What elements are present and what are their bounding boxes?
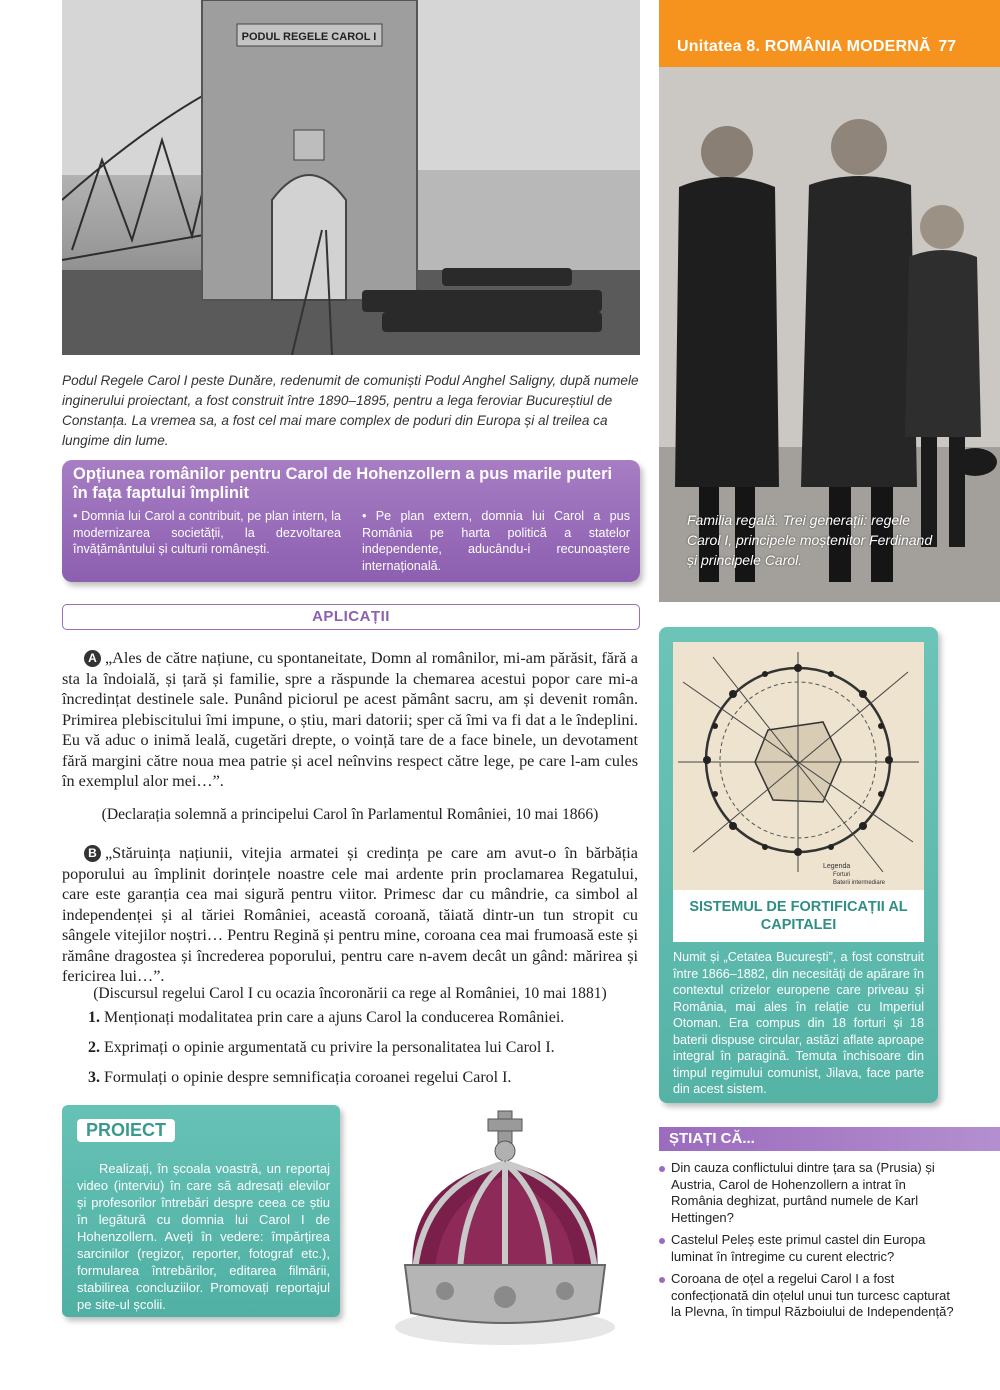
list-item: Castelul Peleș este primul castel din Europa luminat în întregime cu curent electric? [659, 1232, 959, 1265]
bridge-caption: Podul Regele Carol I peste Dunăre, redenumit de comuniști Podul Anghel Saligny, după numele inginerului proiectant, a fost construit între 1890–1895, pentru a lega feroviar Bucureștiul de Constanța. La vremea sa, a fost cel mai mare complex de poduri din Europa și al treilea ca lungime din lume. [62, 373, 639, 448]
aplicatii-title: APLICAȚII [312, 608, 390, 625]
map-legend-batteries: Baterii intermediare [833, 880, 886, 886]
fortification-card [659, 627, 938, 1103]
proiect-box [62, 1105, 340, 1317]
page-header [659, 0, 1000, 67]
option-box-external: • Pe plan extern, domnia lui Carol a pus România pe harta politică a statelor independente, aducându-i recunoaștere internațională. [362, 509, 630, 573]
list-item: Din cauza conflictului dintre țara sa (Prusia) și Austria, Carol de Hohenzollern a intrat în România deghizat, purtând numele de Karl Hettingen? [659, 1160, 959, 1226]
proiect-label: PROIECT [77, 1119, 175, 1142]
list-item: Coroana de oțel a regelui Carol I a fost confecționată din oțelul unui tun turcesc capturat la Plevna, în timpul Războiului de Independență? [659, 1271, 959, 1321]
aplicatii-header [62, 604, 640, 630]
question-2 [88, 1038, 555, 1058]
map-legend-forts: Forturi [833, 872, 851, 878]
question-1 [88, 1008, 564, 1028]
source-b-text: „Stăruința națiunii, vitejia armatei și credința pe care am avut-o în bărbăția poporului au împlinit dorințele noastre cele mai ardente prin proclamarea Regatului, care este garanția cea mai sigură pentru viitor. Primesc dar cu mândrie, ca simbol al independenței și al tăriei României, această coroană, tăiată dintr-un tun stropit cu sângele vitejilor noștri… Pentru Regină și pentru mine, coroana cea mai frumoasă este și rămâne dragostea și încrederea poporului, pentru care n-avem decât un gând: mărirea și fericirea lui…”. [62, 844, 638, 985]
royal-family-caption: Familia regală. Trei generații: regele Carol I, principele moștenitor Ferdinand și principele Carol. [687, 512, 933, 568]
source-b-marker: B [84, 845, 101, 862]
stiati-ca-header [659, 1127, 1000, 1151]
unit-title: Unitatea 8. ROMÂNIA MODERNĂ [677, 38, 931, 55]
question-text: Exprimați o opinie argumentată cu privire la personalitatea lui Carol I. [104, 1039, 555, 1056]
fortification-title: SISTEMUL DE FORTIFICAȚII AL CAPITALEI [689, 899, 908, 933]
question-number: 2. [88, 1039, 100, 1056]
source-b-citation: (Discursul regelui Carol I cu ocazia încoronării ca rege al României, 10 mai 1881) [93, 985, 607, 1002]
steel-crown-image [385, 1105, 625, 1350]
question-number: 1. [88, 1009, 100, 1026]
source-a-citation: (Declarația solemnă a principelui Carol în Parlamentul României, 10 mai 1866) [101, 806, 599, 823]
source-a-text: „Ales de către națiune, cu spontaneitate, Domn al românilor, mi-am părăsit, fără a sta la îndoială, și țară și familie, spre a răspunde la chemarea acestui popor care mi-a încredințat destinele sale. Punând piciorul pe acest pământ sacru, am și devenit român. Primirea plebiscitului îmi impune, o știu, mari datorii; sper că îmi va fi dat a le îndeplini. Eu vă aduc o inimă leală, cugetări drepte, o voință tare de a face binele, un devotament fără margini către noua mea patrie și acel neînvins respect către lege, pe care l-am cules în exemplul alor mei…”. [62, 649, 638, 790]
source-a-marker: A [84, 650, 101, 667]
question-text: Formulați o opinie despre semnificația coroanei regelui Carol I. [104, 1069, 512, 1086]
question-3 [88, 1068, 511, 1088]
option-box-internal: • Domnia lui Carol a contribuit, pe plan intern, la modernizarea societății, la dezvoltarea învățământului și culturii românești. [73, 509, 341, 556]
question-number: 3. [88, 1069, 100, 1086]
proiect-text: Realizați, în școala voastră, un reportaj video (interviu) în care să adresați elevilor și profesorilor întrebări despre ceea ce știu în legătură cu domnia lui Carol I de Hohenzollern. Aveți în vedere: împărțirea sarcinilor (regizor, reporter, fotograf etc.), formularea întrebărilor, editarea filmării, stabilirea concluziilor. Promovați reportajul pe site-ul școlii. [77, 1161, 330, 1312]
fortification-title-box [673, 890, 924, 942]
map-legend-title: Legenda [823, 863, 851, 870]
fortification-text: Numit și „Cetatea București”, a fost construit între 1866–1882, din necesități de apărare în contextul crizelor europene care priveau și România, mai ales în relație cu Imperiul Otoman. Era compus din 18 forturi și 18 baterii dispuse circular, astăzi aflate aproape integral în paragină. Temuta închisoare din timpul regimului comunist, Jilava, face parte din acest sistem. [673, 950, 924, 1096]
stiati-ca-list [659, 1160, 959, 1327]
bridge-photo [62, 0, 640, 355]
source-a [62, 648, 638, 792]
fortification-map-illustration [673, 642, 924, 890]
option-info-box [62, 460, 640, 582]
question-text: Menționați modalitatea prin care a ajuns Carol la conducerea României. [104, 1009, 565, 1026]
crown-illustration [385, 1105, 625, 1350]
bridge-illustration [62, 0, 640, 355]
stiati-ca-title: ȘTIAȚI CĂ... [669, 1130, 755, 1147]
bridge-sign: PODUL REGELE CAROL I [241, 31, 377, 43]
fortification-map [673, 642, 924, 890]
page-number: 77 [938, 38, 956, 55]
source-b [62, 843, 638, 987]
option-box-title: Opțiunea românilor pentru Carol de Hohenzollern a pus marile puteri în fața faptului împlinit [73, 465, 613, 502]
